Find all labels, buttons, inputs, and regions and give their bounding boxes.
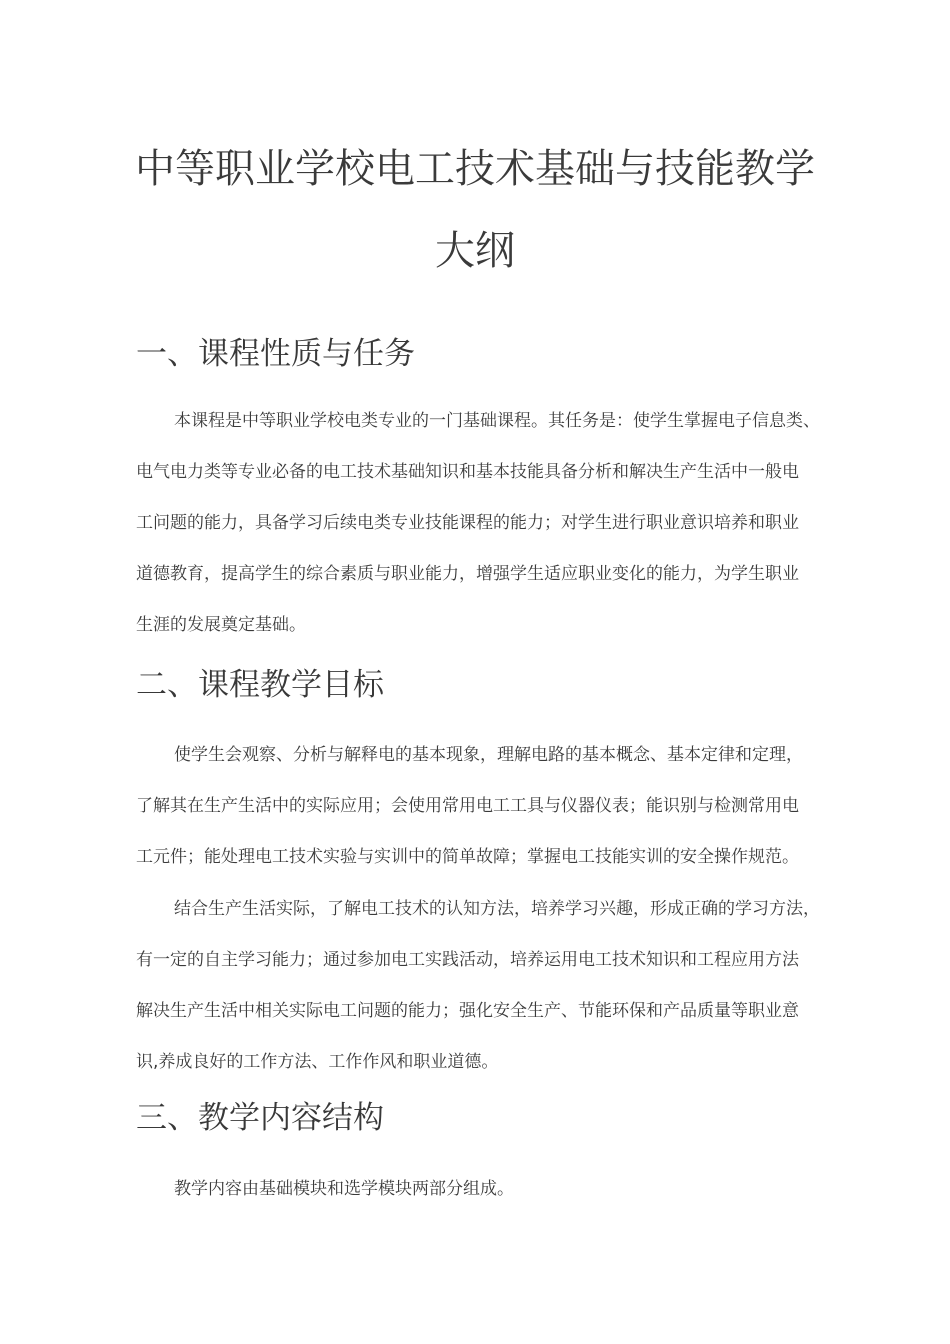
- section-2-paragraph-2: [136, 884, 820, 1088]
- paragraph-line: 了解其在生产生活中的实际应用；会使用常用电工工具与仪器仪表；能识别与检测常用电: [136, 796, 799, 816]
- paragraph-line: 教学内容由基础模块和选学模块两部分组成。: [174, 1179, 514, 1199]
- paragraph-line: 解决生产生活中相关实际电工问题的能力；强化安全生产、节能环保和产品质量等职业意: [136, 1001, 799, 1021]
- paragraph-line: 结合生产生活实际，了解电工技术的认知方法，培养学习兴趣，形成正确的学习方法，: [174, 899, 820, 919]
- section-heading-nature-and-tasks: 一、课程性质与任务: [136, 336, 415, 372]
- section-3-paragraph-1: [136, 1164, 820, 1215]
- section-2-paragraph-1: [136, 730, 820, 883]
- section-heading-teaching-goals: 二、课程教学目标: [136, 667, 384, 703]
- paragraph-line: 本课程是中等职业学校电类专业的一门基础课程。其任务是：使学生掌握电子信息类、: [174, 411, 820, 431]
- paragraph-line: 识,养成良好的工作方法、工作作风和职业道德。: [136, 1052, 499, 1072]
- title-line-2: 大纲: [435, 228, 515, 274]
- paragraph-line: 工元件；能处理电工技术实验与实训中的简单故障；掌握电工技能实训的安全操作规范。: [136, 847, 799, 867]
- section-1-paragraph-1: [136, 396, 820, 651]
- paragraph-line: 工问题的能力，具备学习后续电类专业技能课程的能力；对学生进行职业意识培养和职业: [136, 513, 799, 533]
- paragraph-line: 使学生会观察、分析与解释电的基本现象，理解电路的基本概念、基本定律和定理，: [174, 745, 803, 765]
- paragraph-line: 道德教育，提高学生的综合素质与职业能力，增强学生适应职业变化的能力，为学生职业: [136, 564, 799, 584]
- title-line-1: 中等职业学校电工技术基础与技能教学: [135, 146, 815, 192]
- paragraph-line: 有一定的自主学习能力；通过参加电工实践活动，培养运用电工技术知识和工程应用方法: [136, 950, 799, 970]
- section-heading-content-structure: 三、教学内容结构: [136, 1100, 384, 1136]
- paragraph-line: 电气电力类等专业必备的电工技术基础知识和基本技能具备分析和解决生产生活中一般电: [136, 462, 799, 482]
- paragraph-line: 生涯的发展奠定基础。: [136, 615, 306, 635]
- document-title: [120, 128, 830, 292]
